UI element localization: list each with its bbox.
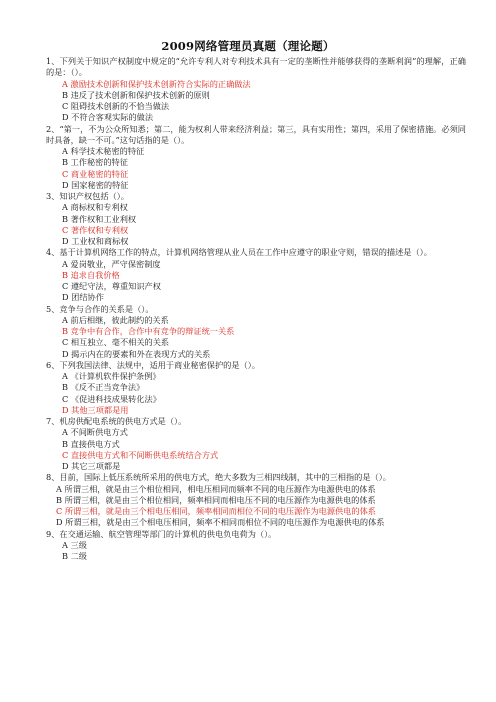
question-block bbox=[46, 124, 466, 192]
option: B 直接供电方式 bbox=[62, 438, 120, 449]
question-list bbox=[46, 56, 466, 562]
question-stem: 9、在交通运输、航空管理等部门的计算机的供电负电荷为（）。 bbox=[46, 528, 277, 539]
question-block bbox=[46, 191, 466, 247]
question-stem: 5、竞争与合作的关系是（）。 bbox=[46, 303, 154, 314]
option: D 不符合客观实际的做法 bbox=[62, 112, 154, 123]
option: B 所谓三相，就是由三个相位相同，频率相同而相电压不同的电压源作为电源供电的体系 bbox=[56, 494, 376, 505]
option: C 遵纪守法，尊重知识产权 bbox=[62, 281, 161, 291]
answer-option: B 追求自我价格 bbox=[62, 269, 120, 280]
answer-option: C 著作权和专利权 bbox=[62, 224, 129, 235]
question-stem: 4、基于计算机网络工作的特点，计算机网络管理从业人员在工作中应遵守的职业守则，错误的描述是（）。 bbox=[46, 247, 432, 258]
question-block bbox=[46, 304, 466, 360]
option: A 科学技术秘密的特征 bbox=[62, 146, 145, 156]
question-stem: 7、机房供配电系统的供电方式是（）。 bbox=[46, 416, 187, 426]
option: D 所谓三相，就是由三个相电压相同，频率不相同而相位不同的电压源作为电源供电的体系 bbox=[56, 517, 385, 528]
question-stem: 2、“第一，不为公众所知悉；第二，能为权利人带来经济利益；第三，具有实用性；第四，采用了保密措施。必须同时具备，缺一不可。”这句话指的是（）。 bbox=[46, 123, 466, 145]
option: A 三级 bbox=[62, 539, 87, 550]
option: B 违反了技术创新和保护技术创新的原则 bbox=[62, 89, 210, 100]
option: A 所谓三相，就是由三个相位相同，相电压相同而频率不同的电压源作为电源供电的体系 bbox=[56, 483, 376, 494]
question-block bbox=[46, 416, 466, 472]
answer-option: C 所谓三相，就是由三个相电压相同，频率相同而相位不同的电压源作为电源供电的体系 bbox=[56, 506, 376, 516]
option: B 工作秘密的特征 bbox=[62, 157, 128, 168]
page-title: 2009网络管理员真题（理论题） bbox=[161, 39, 335, 53]
question-stem: 3、知识产权包括（）。 bbox=[46, 191, 129, 201]
option: A 商标权和专利权 bbox=[62, 202, 128, 213]
question-block bbox=[46, 529, 466, 563]
answer-option: B 竞争中有合作，合作中有竞争的辩证统一关系 bbox=[62, 326, 235, 336]
answer-option: C 商业秘密的特征 bbox=[62, 168, 129, 179]
answer-option: D 其他三项都是用 bbox=[62, 404, 129, 415]
question-block bbox=[46, 56, 466, 124]
option: D 国家秘密的特征 bbox=[62, 179, 129, 190]
option: C 相互独立、毫不相关的关系 bbox=[62, 337, 170, 348]
question-block bbox=[46, 472, 466, 528]
option: C 《促进科技成果转化法》 bbox=[62, 393, 161, 404]
option: D 工业权和商标权 bbox=[62, 236, 129, 246]
answer-option: A 激励技术创新和保护技术创新符合实际的正确做法 bbox=[62, 78, 251, 89]
question-stem: 8、目前，国际上低压系统所采用的供电方式，绝大多数为三相四线制，其中的三相指的是（）。 bbox=[46, 472, 391, 483]
option: A 不间断供电方式 bbox=[62, 427, 128, 438]
option: B 著作权和工业利权 bbox=[62, 213, 137, 224]
option: C 阻碍技术创新的不恰当做法 bbox=[62, 101, 170, 111]
option: D 团结协作 bbox=[62, 292, 104, 303]
option: D 其它三项都是 bbox=[62, 461, 121, 471]
question-stem: 1、下列关于知识产权制度中规定的“允许专利人对专利技术具有一定的垄断性并能够获得的垄断利润”的理解，正确的是：（）。 bbox=[46, 56, 466, 78]
option: D 揭示内在的要素和外在表现方式的关系 bbox=[62, 348, 211, 359]
option: A 爱岗敬业，严守保密制度 bbox=[62, 258, 161, 269]
question-stem: 6、下列我国法律、法规中，适用于商业秘密保护的是（）。 bbox=[46, 359, 260, 370]
option: B 《反不正当竞争法》 bbox=[62, 382, 145, 393]
option: A 前后相继，彼此制约的关系 bbox=[62, 314, 169, 325]
question-block bbox=[46, 247, 466, 303]
option: B 二级 bbox=[62, 551, 87, 561]
answer-option: C 直接供电方式和不间断供电系统结合方式 bbox=[62, 449, 219, 460]
option: A 《计算机软件保护条例》 bbox=[62, 371, 161, 381]
question-block bbox=[46, 360, 466, 416]
